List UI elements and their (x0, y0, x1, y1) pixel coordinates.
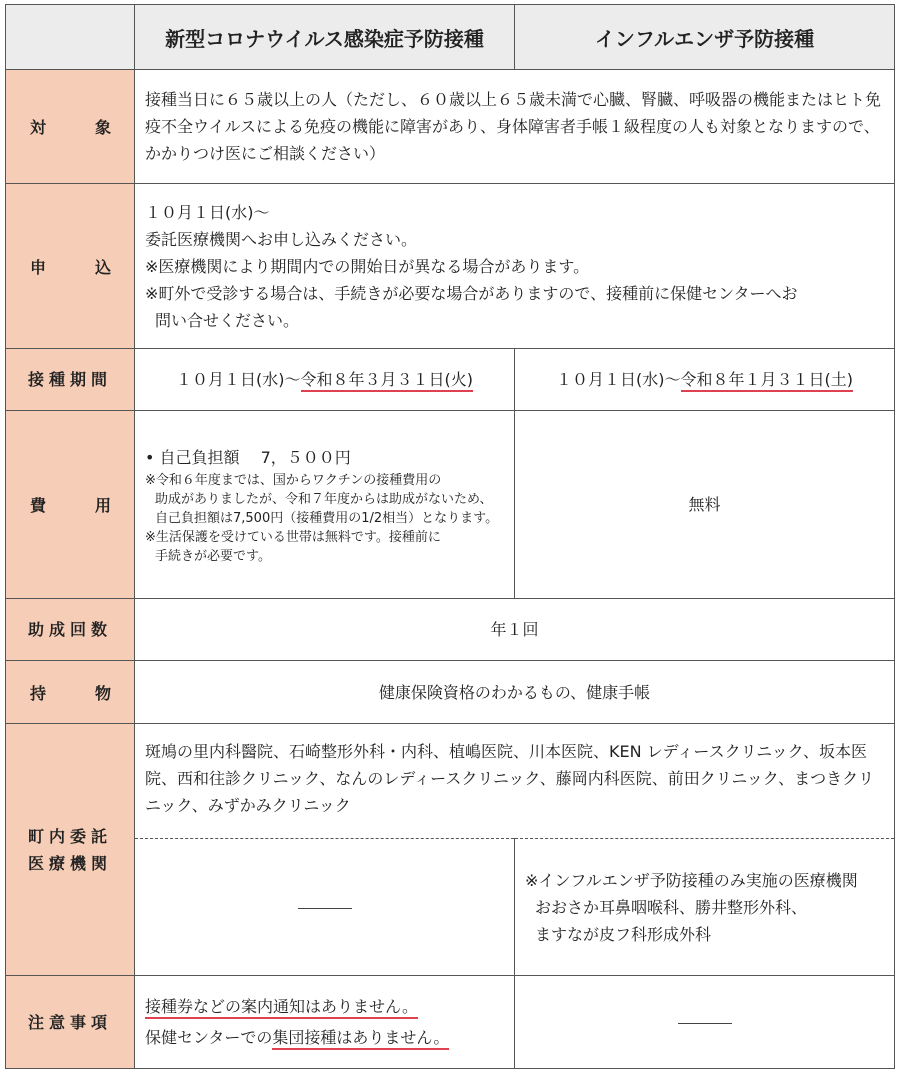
label-cost-b: 用 (94, 496, 112, 515)
label-apply-a: 申 (30, 257, 48, 277)
period-covid (135, 349, 515, 411)
label-cost-a: 費 (30, 496, 48, 515)
label-bring-b: 物 (94, 683, 112, 703)
label-target-b: 象 (94, 118, 112, 137)
notes-covid (135, 976, 515, 1069)
period-flu-start: １０月１日(水)～ (556, 370, 681, 389)
cost-covid-note-1-cont: 助成がありましたが、令和７年度からは助成がないため、自己負担額は7,500円（接種費用の1/2相当）となります。 (155, 491, 499, 526)
cost-flu: 無料 (515, 411, 895, 599)
row-target (6, 70, 895, 184)
apply-date: １０月１日(水)～ (145, 202, 270, 222)
notes-line-2-underlined: 集団接種はありません。 (272, 1028, 449, 1050)
label-apply (6, 184, 135, 349)
count-value: 年１回 (135, 599, 895, 661)
header-flu: インフルエンザ予防接種 (515, 5, 895, 70)
apply-note-2: ※町外で受診する場合は、手続きが必要な場合がありますので、接種前に保健センターへお (145, 283, 798, 303)
period-covid-end: 令和８年３月３１日(火) (301, 370, 474, 392)
label-apply-b: 込 (94, 257, 112, 277)
row-period (6, 349, 895, 411)
clinics-flu-line-1: おおさか耳鼻咽喉科、勝井整形外科、 (535, 897, 808, 917)
header-corner (6, 5, 135, 70)
notes-line-2-prefix: 保健センターでの (145, 1028, 273, 1047)
header-row (6, 5, 895, 70)
cost-covid-note-1: ※令和６年度までは、国からワクチンの接種費用の (145, 472, 442, 488)
row-bring (6, 661, 895, 724)
apply-cell (135, 184, 895, 349)
apply-instruction: 委託医療機関へお申し込みください。 (145, 229, 418, 249)
label-count: 助成回数 (6, 599, 135, 661)
clinics-covid-only (135, 839, 515, 976)
label-clinics (6, 724, 135, 976)
period-flu-end: 令和８年１月３１日(土) (681, 370, 854, 392)
label-cost (6, 411, 135, 599)
clinics-flu-only (515, 839, 895, 976)
row-count (6, 599, 895, 661)
row-apply (6, 184, 895, 349)
notes-line-1: 接種券などの案内通知はありません。 (145, 997, 418, 1019)
cost-covid-note-2: ※生活保護を受けている世帯は無料です。接種前に (145, 529, 441, 545)
label-period: 接種期間 (6, 349, 135, 411)
label-notes: 注意事項 (6, 976, 135, 1069)
label-clinics-2: 医療機関 (27, 853, 112, 873)
row-notes (6, 976, 895, 1069)
row-cost (6, 411, 895, 599)
label-target-a: 対 (30, 118, 48, 137)
row-clinics-split (6, 839, 895, 976)
clinics-common: 斑鳩の里内科醫院、石崎整形外科・内科、植嶋医院、川本医院、KEN レディースクリニック、坂本医院、西和往診クリニック、なんのレディースクリニック、藤岡内科医院、前田クリニック、まつきクリニック、みずかみクリニック (135, 724, 895, 839)
bring-value: 健康保険資格のわかるもの、健康手帳 (135, 661, 895, 724)
dash-line (678, 1023, 732, 1024)
header-covid: 新型コロナウイルス感染症予防接種 (135, 5, 515, 70)
label-bring (6, 661, 135, 724)
label-target (6, 70, 135, 184)
cost-covid (135, 411, 515, 599)
dash-line (298, 908, 352, 909)
target-text: 接種当日に６５歳以上の人（ただし、６０歳以上６５歳未満で心臓、腎臓、呼吸器の機能またはヒト免疫不全ウイルスによる免疫の機能に障害があり、身体障害者手帳１級程度の人も対象となりますので、かかりつけ医にご相談ください） (135, 70, 895, 184)
clinics-flu-line-2: ますなが皮フ科形成外科 (535, 924, 712, 944)
row-clinics-common (6, 724, 895, 839)
period-covid-start: １０月１日(水)～ (176, 370, 301, 389)
apply-note-1: ※医療機関により期間内での開始日が異なる場合があります。 (145, 256, 590, 276)
period-flu (515, 349, 895, 411)
clinics-flu-note: ※インフルエンザ予防接種のみ実施の医療機関 (525, 870, 858, 890)
cost-covid-amount: • 自己負担額 7，５００円 (145, 447, 351, 467)
vaccination-info-table (5, 4, 895, 1069)
notes-flu (515, 976, 895, 1069)
apply-note-2-cont: 問い合せください。 (155, 310, 300, 330)
label-bring-a: 持 (30, 683, 48, 703)
cost-covid-note-2-cont: 手続きが必要です。 (155, 548, 271, 564)
label-clinics-1: 町内委託 (27, 826, 112, 846)
